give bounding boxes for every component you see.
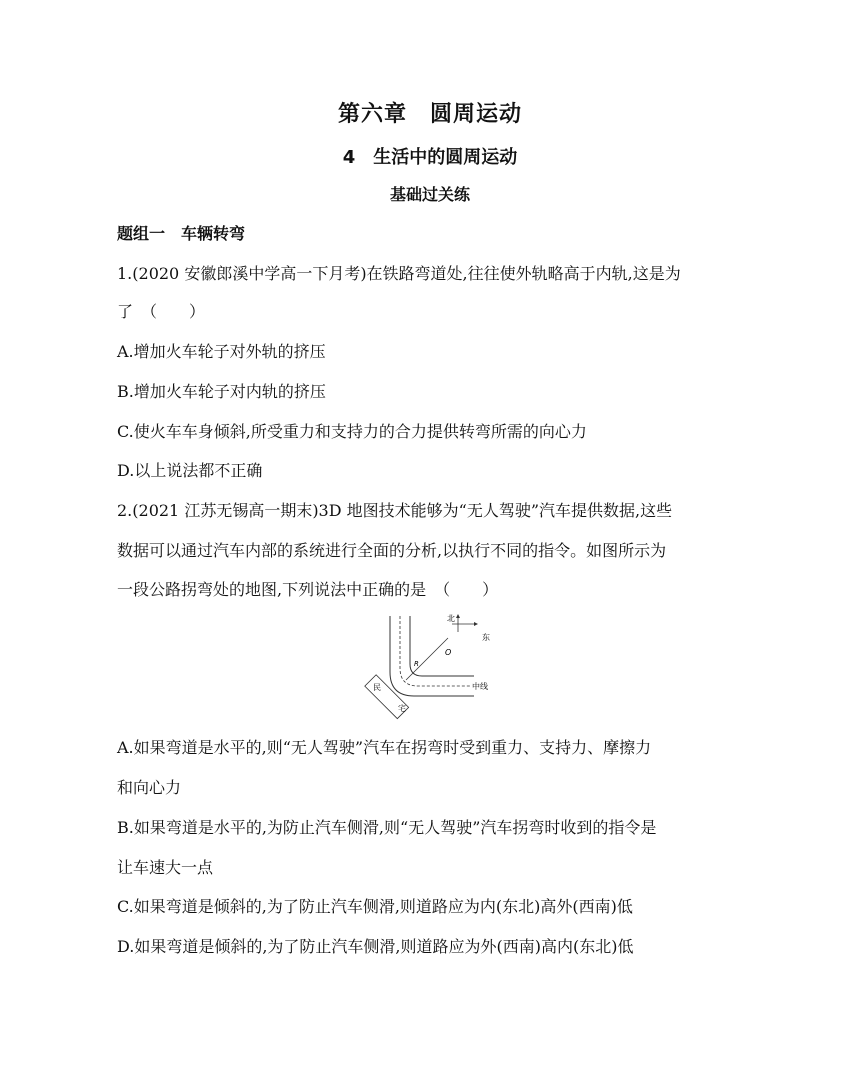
group-title: 题组一 车辆转弯 bbox=[117, 224, 246, 243]
q2-option-c: C.如果弯道是倾斜的,为了防止汽车侧滑,则道路应为内(东北)高外(西南)低 bbox=[117, 897, 633, 916]
q2-stem-line-1: 2.(2021 江苏无锡高一期末)3D 地图技术能够为“无人驾驶”汽车提供数据,这些 bbox=[117, 501, 673, 520]
section-title: 4 生活中的圆周运动 bbox=[342, 147, 518, 168]
q1-option-d: D.以上说法都不正确 bbox=[117, 461, 263, 480]
east-label: 东 bbox=[482, 633, 490, 642]
road-inner-edge bbox=[410, 616, 474, 676]
q2-option-d: D.如果弯道是倾斜的,为了防止汽车侧滑,则道路应为外(西南)高内(东北)低 bbox=[117, 937, 634, 956]
q2-option-a-line-2: 和向心力 bbox=[117, 778, 182, 797]
q1-option-c: C.使火车车身倾斜,所受重力和支持力的合力提供转弯所需的向心力 bbox=[117, 422, 587, 441]
exercise-heading: 基础过关练 bbox=[389, 185, 470, 204]
house-label-2: 宅 bbox=[398, 704, 406, 713]
q2-option-b-line-1: B.如果弯道是水平的,为防止汽车侧滑,则“无人驾驶”汽车拐弯时收到的指令是 bbox=[117, 818, 657, 837]
q1-option-b: B.增加火车轮子对内轨的挤压 bbox=[117, 382, 326, 401]
q2-option-a-line-1: A.如果弯道是水平的,则“无人驾驶”汽车在拐弯时受到重力、支持力、摩擦力 bbox=[117, 738, 652, 757]
q2-option-b-line-2: 让车速大一点 bbox=[117, 858, 214, 877]
q2-stem-line-2: 数据可以通过汽车内部的系统进行全面的分析,以执行不同的指令。如图所示为 bbox=[117, 541, 667, 560]
radius-line bbox=[406, 638, 448, 680]
east-arrowhead bbox=[474, 622, 478, 626]
q1-stem-line-1: 1.(2020 安徽郎溪中学高一下月考)在铁路弯道处,往往使外轨略高于内轨,这是为 bbox=[117, 264, 681, 283]
q2-stem-line-3: 一段公路拐弯处的地图,下列说法中正确的是 （ ） bbox=[117, 580, 499, 599]
house-label-1: 民 bbox=[373, 683, 381, 692]
centerline-label: 中线 bbox=[472, 682, 488, 691]
q1-option-a: A.增加火车轮子对外轨的挤压 bbox=[117, 342, 326, 361]
road-outer-edge bbox=[390, 616, 474, 696]
road-curve-figure bbox=[362, 610, 502, 722]
north-arrowhead bbox=[456, 614, 460, 618]
origin-label: O bbox=[445, 648, 452, 657]
north-label: 北 bbox=[447, 614, 455, 623]
q1-stem-line-2: 了 （ ） bbox=[117, 302, 206, 321]
chapter-title: 第六章 圆周运动 bbox=[337, 102, 522, 127]
radius-label: R bbox=[414, 660, 419, 668]
